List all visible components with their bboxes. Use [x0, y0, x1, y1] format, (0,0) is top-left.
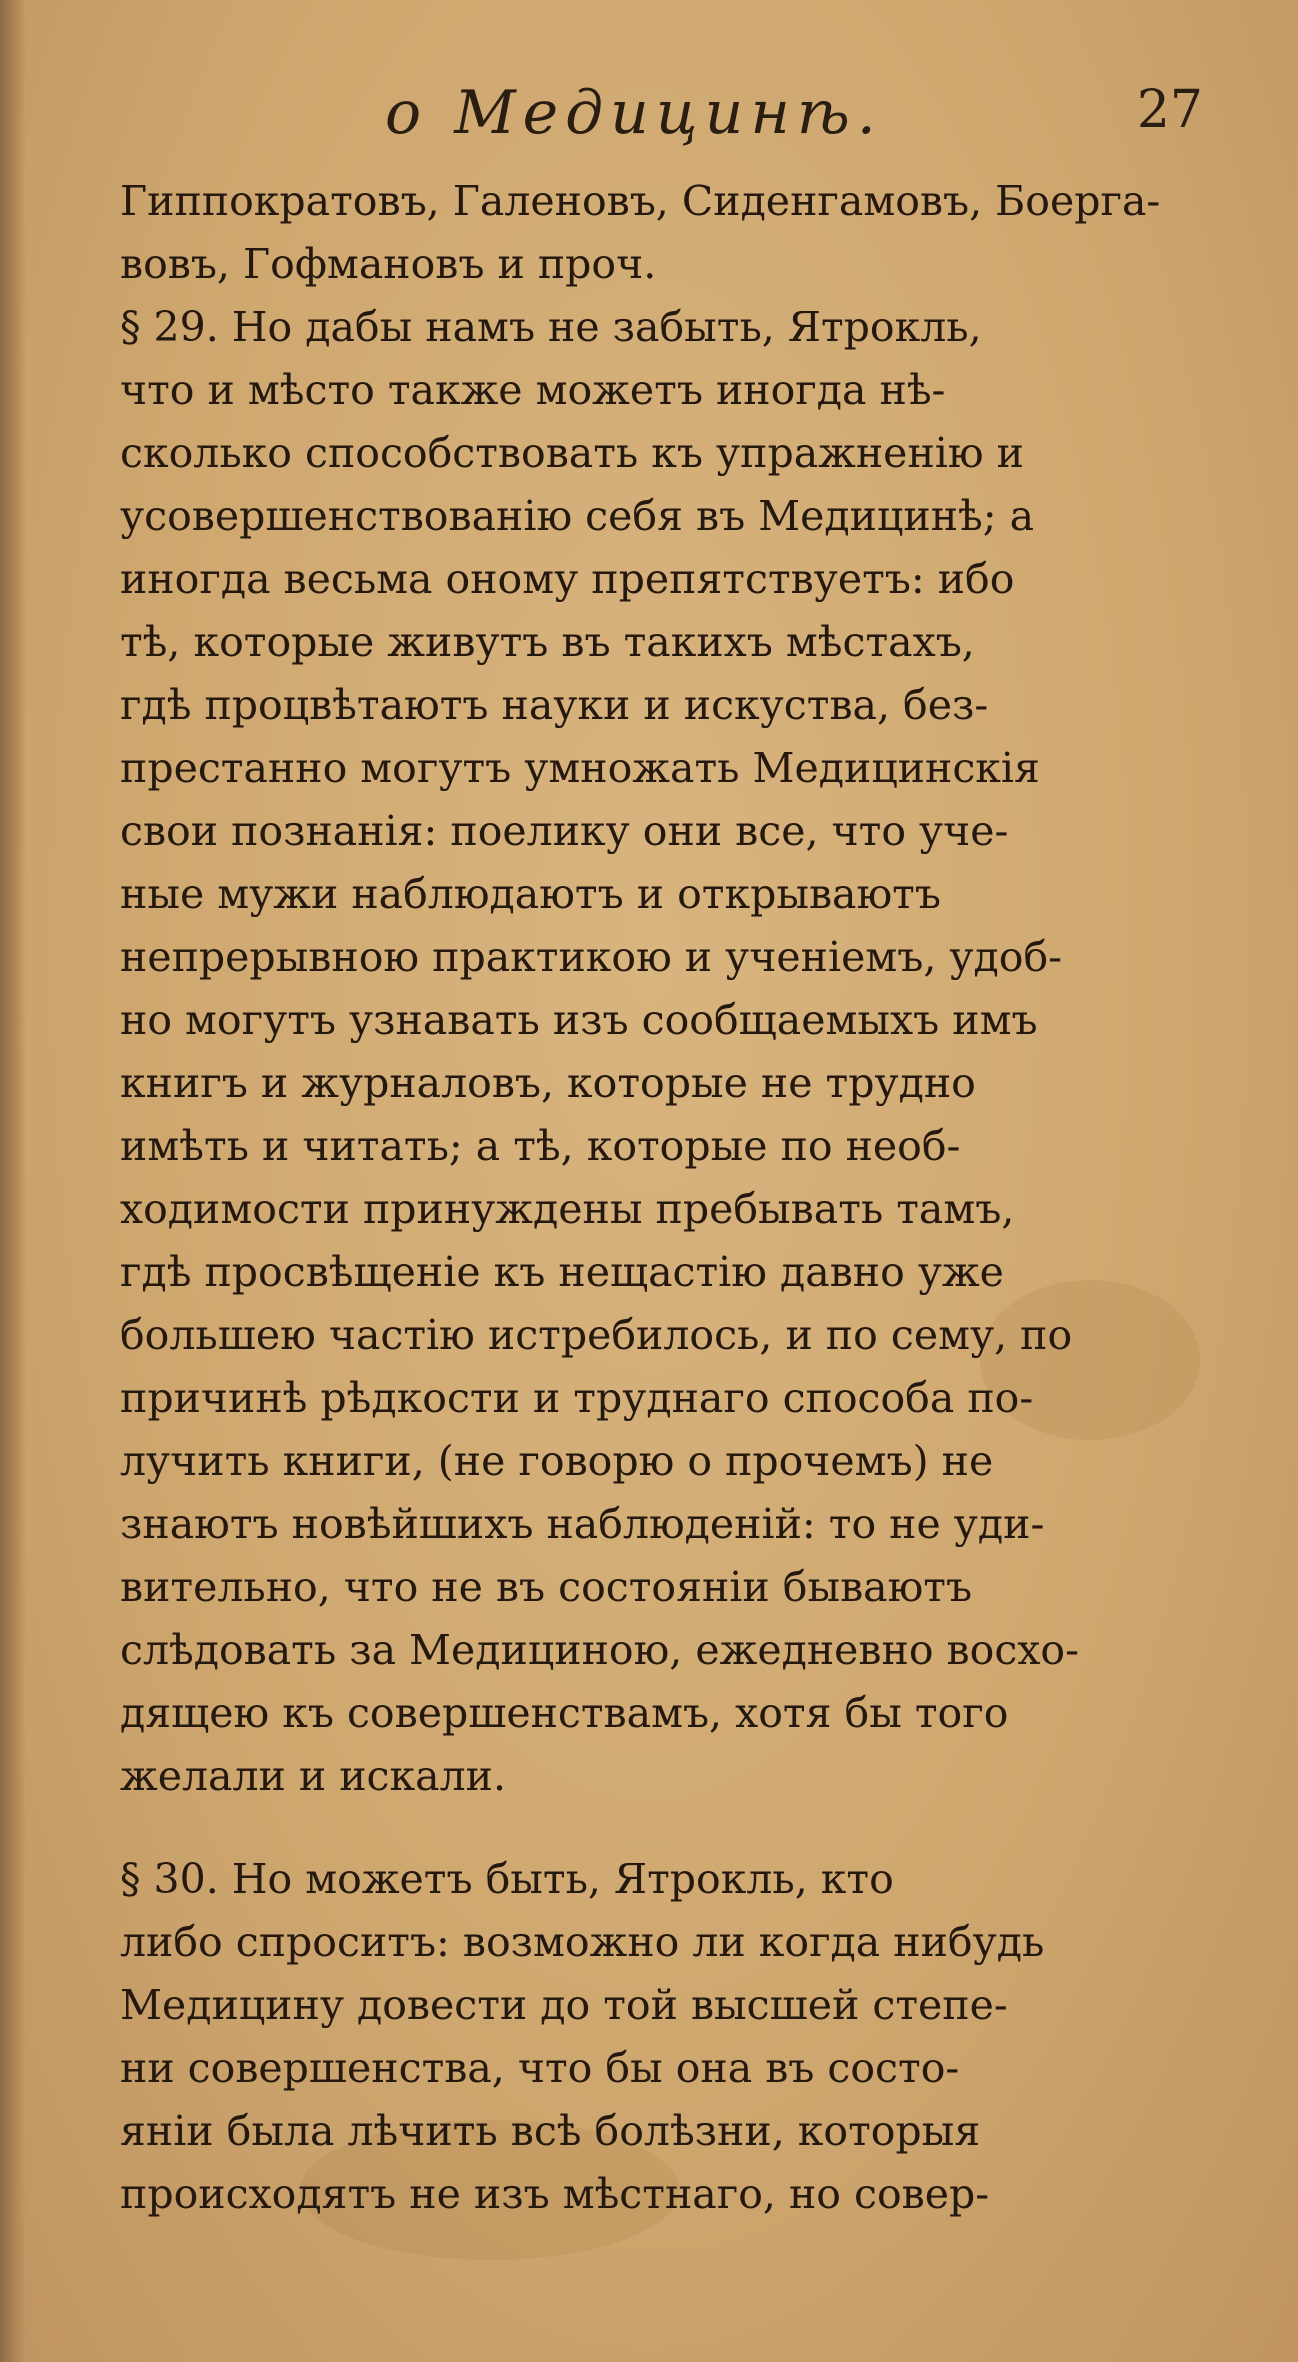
- line-text: вительно, что не въ состояніи бываютъ: [120, 1563, 973, 1611]
- text-line: [120, 737, 1200, 800]
- text-line: [120, 1430, 1200, 1493]
- text-line: [120, 800, 1200, 863]
- line-text: причинѣ рѣдкости и труднаго способа по-: [120, 1374, 1034, 1422]
- line-text: гдѣ просвѣщеніе къ нещастію давно уже: [120, 1248, 1004, 1296]
- line-text: желали и искали.: [120, 1752, 506, 1800]
- text-line: [120, 359, 1200, 422]
- text-line: [120, 1745, 1200, 1808]
- text-line: [120, 1052, 1200, 1115]
- running-title: о Медицинѣ.: [385, 78, 883, 148]
- text-line: [120, 1241, 1200, 1304]
- text-line: [120, 2100, 1200, 2163]
- line-text: § 29. Но дабы намъ не забыть, Ятрокль,: [120, 303, 982, 351]
- line-text: усовершенствованію себя въ Медицинѣ; а: [120, 492, 1035, 540]
- text-line: [120, 1974, 1200, 2037]
- line-text: слѣдовать за Медициною, ежедневно восхо-: [120, 1626, 1079, 1674]
- line-text: сколько способствовать къ упражненію и: [120, 429, 1024, 477]
- paragraph-gap: [120, 1808, 1200, 1848]
- line-text: имѣть и читать; а тѣ, которые по необ-: [120, 1122, 961, 1170]
- line-text: яніи была лѣчить всѣ болѣзни, которыя: [120, 2107, 981, 2155]
- text-line: [120, 422, 1200, 485]
- text-line: [120, 611, 1200, 674]
- text-line: [120, 1178, 1200, 1241]
- line-text: вовъ, Гофмановъ и проч.: [120, 240, 657, 288]
- page-gutter-shadow: [0, 0, 26, 2362]
- text-line: [120, 1304, 1200, 1367]
- line-text: что и мѣсто также можетъ иногда нѣ-: [120, 366, 946, 414]
- line-text: дящею къ совершенствамъ, хотя бы того: [120, 1689, 1009, 1737]
- page-number: 27: [1136, 80, 1203, 140]
- paragraph-first-line: [120, 1848, 1200, 1911]
- text-line: [120, 1682, 1200, 1745]
- line-text: § 30. Но можетъ быть, Ятрокль, кто: [120, 1855, 894, 1903]
- text-line: [120, 2163, 1200, 2226]
- line-text: книгъ и журналовъ, которые не трудно: [120, 1059, 976, 1107]
- line-text: происходятъ не изъ мѣстнаго, но совер-: [120, 2170, 990, 2218]
- line-text: иногда весьма оному препятствуетъ: ибо: [120, 555, 1015, 603]
- line-text: лучить книги, (не говорю о прочемъ) не: [120, 1437, 994, 1485]
- text-line: [120, 170, 1200, 233]
- line-text: ходимости принуждены пребывать тамъ,: [120, 1185, 1015, 1233]
- line-text: но могутъ узнавать изъ сообщаемыхъ имъ: [120, 996, 1038, 1044]
- text-line: [120, 674, 1200, 737]
- line-text: ные мужи наблюдаютъ и открываютъ: [120, 870, 941, 918]
- text-line: [120, 548, 1200, 611]
- text-line: [120, 233, 1200, 296]
- line-text: ни совершенства, что бы она въ состо-: [120, 2044, 960, 2092]
- paragraph-first-line: [120, 296, 1200, 359]
- line-text: тѣ, которые живутъ въ такихъ мѣстахъ,: [120, 618, 975, 666]
- text-line: [120, 1619, 1200, 1682]
- line-text: либо спроситъ: возможно ли когда нибудь: [120, 1918, 1045, 1966]
- body-text: [120, 170, 1200, 2226]
- text-line: [120, 1493, 1200, 1556]
- text-line: [120, 1115, 1200, 1178]
- text-line: [120, 1911, 1200, 1974]
- text-line: [120, 1556, 1200, 1619]
- text-line: [120, 926, 1200, 989]
- line-text: непрерывною практикою и ученіемъ, удоб-: [120, 933, 1062, 981]
- line-text: большею частію истребилось, и по сему, по: [120, 1311, 1073, 1359]
- text-line: [120, 2037, 1200, 2100]
- text-line: [120, 863, 1200, 926]
- line-text: престанно могутъ умножать Медицинскія: [120, 744, 1040, 792]
- line-text: Гиппократовъ, Галеновъ, Сиденгамовъ, Боерга-: [120, 177, 1161, 225]
- line-text: гдѣ процвѣтаютъ науки и искуства, без-: [120, 681, 989, 729]
- line-text: свои познанія: поелику они все, что уче-: [120, 807, 1009, 855]
- line-text: Медицину довести до той высшей степе-: [120, 1981, 1008, 2029]
- line-text: знаютъ новѣйшихъ наблюденій: то не уди-: [120, 1500, 1045, 1548]
- text-line: [120, 989, 1200, 1052]
- text-line: [120, 485, 1200, 548]
- text-line: [120, 1367, 1200, 1430]
- page-header: [120, 72, 1203, 152]
